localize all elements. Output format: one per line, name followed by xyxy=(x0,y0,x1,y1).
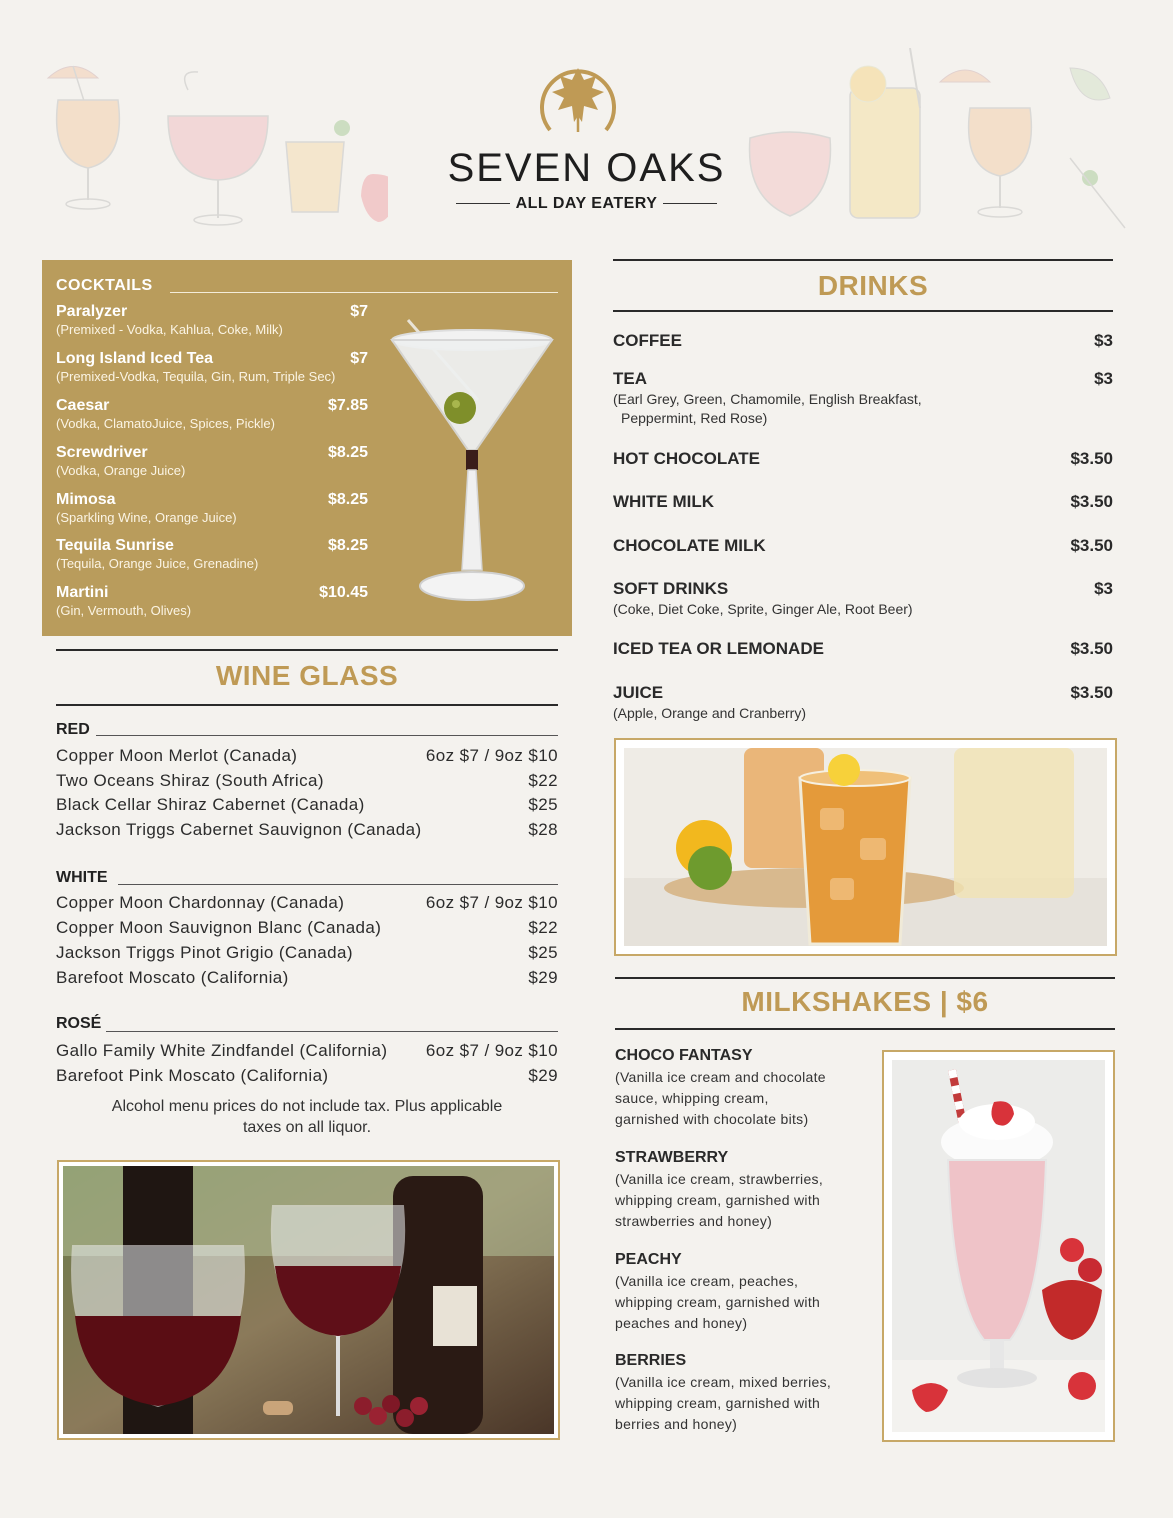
drink-name: HOT CHOCOLATE xyxy=(613,449,761,468)
drink-name: SOFT DRINKS xyxy=(613,579,729,598)
drink-price: $3.50 xyxy=(1070,536,1113,555)
cocktail-desc: (Sparkling Wine, Orange Juice) xyxy=(56,510,237,525)
wine-name: Copper Moon Sauvignon Blanc (Canada) xyxy=(56,918,382,937)
drink-item xyxy=(613,492,1113,512)
drink-name: COFFEE xyxy=(613,331,682,350)
milkshakes-top-rule xyxy=(615,977,1115,979)
wine-name: Copper Moon Chardonnay (Canada) xyxy=(56,893,345,912)
brand-tagline-text: ALL DAY EATERY xyxy=(515,195,658,212)
cocktail-desc: (Premixed - Vodka, Kahlua, Coke, Milk) xyxy=(56,322,283,337)
drink-name: CHOCOLATE MILK xyxy=(613,536,766,555)
drink-item xyxy=(613,639,1113,659)
wine-white-label: WHITE xyxy=(56,869,108,886)
wine-price: $25 xyxy=(528,943,558,962)
milkshake-desc xyxy=(615,1169,877,1232)
milkshake-desc-line: whipping cream, garnished with xyxy=(615,1192,821,1208)
drink-price: $3 xyxy=(1094,331,1113,350)
drink-item xyxy=(613,579,1113,619)
drink-price: $3.50 xyxy=(1070,492,1113,511)
milkshake-desc-line: garnished with chocolate bits) xyxy=(615,1111,809,1127)
red-wine-glasses-photo xyxy=(57,1160,560,1440)
cocktail-item xyxy=(56,397,368,431)
drink-name: WHITE MILK xyxy=(613,492,715,511)
wine-name: Gallo Family White Zindfandel (California) xyxy=(56,1041,388,1060)
milkshakes-bottom-rule xyxy=(615,1028,1115,1030)
cocktails-title-rule xyxy=(170,292,558,293)
cocktail-item xyxy=(56,303,368,337)
drink-item xyxy=(613,536,1113,556)
cocktail-desc: (Premixed-Vodka, Tequila, Gin, Rum, Triple Sec) xyxy=(56,369,336,384)
wine-name: Barefoot Moscato (California) xyxy=(56,968,289,987)
wine-row xyxy=(56,1066,558,1086)
wine-bottom-rule xyxy=(56,704,558,706)
wine-name: Jackson Triggs Cabernet Sauvignon (Canada) xyxy=(56,820,422,839)
milkshake-desc-line: whipping cream, garnished with xyxy=(615,1294,821,1310)
milkshake-desc-line: (Vanilla ice cream, mixed berries, xyxy=(615,1374,832,1390)
milkshake-desc-line: whipping cream, garnished with xyxy=(615,1395,821,1411)
milkshake-item xyxy=(615,1251,877,1334)
tax-note-line2: taxes on all liquor. xyxy=(242,1119,372,1136)
milkshake-desc-line: (Vanilla ice cream and chocolate xyxy=(615,1069,826,1085)
cocktail-price: $8.25 xyxy=(327,491,368,508)
strawberry-milkshake-photo xyxy=(882,1050,1115,1442)
drinks-top-rule xyxy=(613,259,1113,261)
milkshake-item xyxy=(615,1352,877,1435)
tax-note-line1: Alcohol menu prices do not include tax. Plus applicable xyxy=(111,1098,503,1115)
tax-note xyxy=(56,1096,558,1138)
iced-tea-photo xyxy=(614,738,1117,956)
wine-title: WINE GLASS xyxy=(215,660,399,691)
martini-glass-icon xyxy=(378,300,568,618)
cocktail-price: $7 xyxy=(350,303,368,320)
wine-top-rule xyxy=(56,649,558,651)
drink-desc: (Apple, Orange and Cranberry) xyxy=(613,705,806,721)
cocktail-name: Screwdriver xyxy=(56,444,148,461)
cocktail-name: Martini xyxy=(56,584,109,601)
cocktail-name: Long Island Iced Tea xyxy=(56,350,214,367)
drink-name: TEA xyxy=(613,369,647,388)
cocktails-panel xyxy=(42,260,572,636)
cocktail-item xyxy=(56,537,368,571)
cocktail-price: $10.45 xyxy=(319,584,368,601)
milkshake-item xyxy=(615,1047,877,1130)
cocktail-desc: (Tequila, Orange Juice, Grenadine) xyxy=(56,556,259,571)
wine-rose-label: ROSÉ xyxy=(56,1015,102,1032)
drink-item xyxy=(613,369,1113,428)
drink-price: $3.50 xyxy=(1070,449,1113,468)
wine-price: $29 xyxy=(528,1066,558,1085)
cocktail-item xyxy=(56,491,368,525)
drink-item xyxy=(613,449,1113,469)
milkshake-desc-line: berries and honey) xyxy=(615,1416,738,1432)
cocktail-desc: (Gin, Vermouth, Olives) xyxy=(56,603,192,618)
wine-row xyxy=(56,820,558,840)
milkshake-desc-line: (Vanilla ice cream, peaches, xyxy=(615,1273,799,1289)
wine-name: Black Cellar Shiraz Cabernet (Canada) xyxy=(56,795,365,814)
drink-price: $3.50 xyxy=(1070,683,1113,702)
wine-row xyxy=(56,771,558,791)
milkshake-item xyxy=(615,1149,877,1232)
cocktail-name: Paralyzer xyxy=(56,303,128,320)
milkshake-desc-line: strawberries and honey) xyxy=(615,1213,773,1229)
drink-desc: Peppermint, Red Rose) xyxy=(621,410,768,426)
cocktail-desc: (Vodka, ClamatoJuice, Spices, Pickle) xyxy=(56,416,275,431)
wine-row xyxy=(56,918,558,938)
milkshake-illustration xyxy=(892,1060,1105,1432)
cocktail-name: Mimosa xyxy=(56,491,116,508)
wine-price: 6oz $7 / 9oz $10 xyxy=(425,746,558,765)
milkshake-name: STRAWBERRY xyxy=(615,1149,729,1166)
cocktail-price: $8.25 xyxy=(327,537,368,554)
drinks-bottom-rule xyxy=(613,310,1113,312)
wine-name: Two Oceans Shiraz (South Africa) xyxy=(56,771,324,790)
wine-name: Jackson Triggs Pinot Grigio (Canada) xyxy=(56,943,353,962)
milkshake-name: BERRIES xyxy=(615,1352,687,1369)
drink-price: $3.50 xyxy=(1070,639,1113,658)
wine-price: 6oz $7 / 9oz $10 xyxy=(425,1041,558,1060)
milkshake-desc-line: sauce, whipping cream, xyxy=(615,1090,769,1106)
brand-tagline xyxy=(0,195,1173,213)
brand-name: SEVEN OAKS xyxy=(447,146,726,190)
cocktails-title: COCKTAILS xyxy=(56,277,153,294)
milkshake-desc-line: (Vanilla ice cream, strawberries, xyxy=(615,1171,824,1187)
wine-price: $22 xyxy=(528,918,558,937)
milkshakes-title: MILKSHAKES | $6 xyxy=(741,986,989,1017)
iced-tea-illustration xyxy=(624,748,1107,946)
cocktail-item xyxy=(56,350,368,384)
drink-desc: (Earl Grey, Green, Chamomile, English Breakfast, xyxy=(613,391,922,407)
cocktail-desc: (Vodka, Orange Juice) xyxy=(56,463,186,478)
cocktail-price: $7 xyxy=(350,350,368,367)
drink-name: ICED TEA OR LEMONADE xyxy=(613,639,824,658)
drink-price: $3 xyxy=(1094,369,1113,388)
drink-name: JUICE xyxy=(613,683,664,702)
red-wine-glasses-illustration xyxy=(63,1166,554,1434)
drink-desc: (Coke, Diet Coke, Sprite, Ginger Ale, Root Beer) xyxy=(613,601,913,617)
cocktail-name: Caesar xyxy=(56,397,110,414)
wine-row xyxy=(56,746,558,766)
cocktail-name: Tequila Sunrise xyxy=(56,537,174,554)
milkshake-desc-line: peaches and honey) xyxy=(615,1315,748,1331)
milkshake-desc xyxy=(615,1372,877,1435)
milkshake-desc xyxy=(615,1271,877,1334)
wine-price: 6oz $7 / 9oz $10 xyxy=(425,893,558,912)
wine-row xyxy=(56,968,558,988)
wine-row xyxy=(56,943,558,963)
cocktail-item xyxy=(56,584,368,618)
milkshake-name: CHOCO FANTASY xyxy=(615,1047,753,1064)
drink-item xyxy=(613,683,1113,723)
cocktail-price: $7.85 xyxy=(327,397,368,414)
wine-row xyxy=(56,1041,558,1061)
wine-row xyxy=(56,893,558,913)
wine-red-label: RED xyxy=(56,721,90,738)
wine-name: Barefoot Pink Moscato (California) xyxy=(56,1066,329,1085)
wine-rose-rule xyxy=(106,1031,558,1032)
milkshake-name: PEACHY xyxy=(615,1251,682,1268)
wine-name: Copper Moon Merlot (Canada) xyxy=(56,746,298,765)
wine-price: $25 xyxy=(528,795,558,814)
wine-row xyxy=(56,795,558,815)
wine-price: $28 xyxy=(528,820,558,839)
wine-red-rule xyxy=(96,735,558,736)
cocktail-price: $8.25 xyxy=(327,444,368,461)
drink-price: $3 xyxy=(1094,579,1113,598)
drinks-title: DRINKS xyxy=(817,270,929,301)
cocktail-item xyxy=(56,444,368,478)
drink-item xyxy=(613,331,1113,351)
wine-price: $29 xyxy=(528,968,558,987)
wine-price: $22 xyxy=(528,771,558,790)
wine-white-rule xyxy=(118,884,558,885)
oak-leaf-logo-icon xyxy=(536,56,620,140)
milkshake-desc xyxy=(615,1067,877,1130)
